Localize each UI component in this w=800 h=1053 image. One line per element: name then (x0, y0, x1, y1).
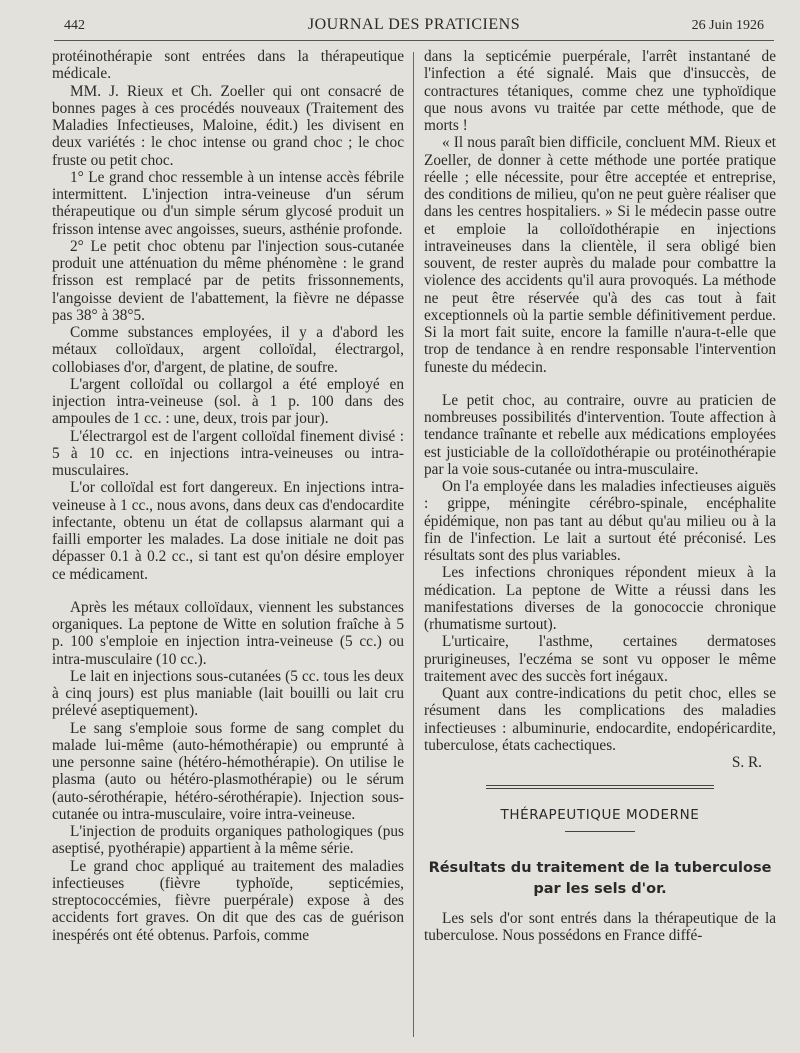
paragraph: 1° Le grand choc ressemble à un intense accès fébrile intermittent. L'injection intra-veineuse d'un sérum thérapeutique ou d'un simple sérum glycosé produit un frisson intense avec angoisses, sueurs, asthénie profonde. (52, 168, 404, 238)
paragraph: Quant aux contre-indications du petit choc, elles se résument dans les complications des maladies infectieuses : albuminurie, endocardite, endopéricardite, tuberculose, états cachectiques. (424, 685, 776, 754)
page-number: 442 (64, 18, 85, 33)
section-title-rule (565, 831, 635, 832)
right-column-text (424, 48, 776, 754)
paragraph: Le petit choc, au contraire, ouvre au praticien de nombreuses possibilités d'intervention. Toute affection à tendance traînante et rebelle aux médications employées est justiciable de la colloïdothérapie ou protéinothérapie par la voie sous-cutanée ou intra-musculaire. (424, 391, 776, 478)
paragraph: « Il nous paraît bien difficile, concluent MM. Rieux et Zoeller, de donner à cette méthode une portée pratique réelle ; elle nécessite, pour être acceptée et entreprise, des conditions de milieu, qu'on ne peut guère réaliser que dans les centres hospitaliers. » Si le médecin passe outre et emploie la colloïdothérapie en injections intraveineuses dans la clientèle, il sera obligé bien souvent, de rester auprès du malade pour combattre la violence des accidents qu'il aura provoqués. La méthode ne peut être réservée qu'à des cas tout à fait exceptionnels où la partie semble définitivement perdue. Si la mort fait suite, encore la famille n'aura-t-elle que trop de tendance à en rendre responsable l'intervention funeste du médecin. (424, 134, 776, 376)
paragraph: Le lait en injections sous-cutanées (5 cc. tous les deux à cinq jours) est plus maniable (lait bouilli ou lait cru prélevé aseptiquement). (52, 667, 404, 720)
paragraph: L'urticaire, l'asthme, certaines dermatoses prurigineuses, l'eczéma se sont vu opposer le même traitement avec des succès fort inégaux. (424, 633, 776, 685)
paragraph: 2° Le petit choc obtenu par l'injection sous-cutanée produit une atténuation du même phénomène : le grand frisson est remplacé par de petits frissonnements, l'angoisse devient de l'abattement, la fièvre ne dépasse pas 38° à 38°5. (52, 237, 404, 324)
section-title: THÉRAPEUTIQUE MODERNE (500, 807, 700, 824)
paragraph: Le sang s'emploie sous forme de sang complet du malade lui-même (auto-hémothérapie) ou emprunté à une personne saine (hétéro-hémothérapie). On utilise le plasma (auto ou hétéro-plasmothérapie) ou le sérum (auto-sérothérapie, hétéro-sérothérapie). Injection sous-cutanée ou intra-musculaire, voire intra-veineuse. (52, 719, 404, 823)
journal-title: JOURNAL DES PRATICIENS (307, 16, 521, 33)
paragraph: L'argent colloïdal ou collargol a été employé en injection intra-veineuse (sol. à 1 p. 100 dans des ampoules de 1 cc. : une, deux, trois par jour). (52, 375, 404, 428)
paragraph: L'électrargol est de l'argent colloïdal finement divisé : 5 à 10 cc. en injections intra-veineuses ou intra-musculaires. (52, 427, 404, 479)
paragraph: MM. J. Rieux et Ch. Zoeller qui ont consacré de bonnes pages à ces procédés nouveaux (Traitement des Maladies Infectieuses, Maloine, édit.) les divisent en deux variétés : le choc intense ou grand choc ; le choc fruste ou petit choc. (52, 82, 404, 169)
paragraph: Les infections chroniques répondent mieux à la médication. La peptone de Witte a réussi dans les manifestations diverses de la gonococcie chronique (rhumatisme surtout). (424, 564, 776, 633)
page-header (64, 14, 764, 36)
paragraph-gap (424, 376, 776, 392)
article-title (424, 858, 776, 900)
right-column (424, 48, 776, 944)
section-separator (486, 785, 714, 789)
paragraph-gap (52, 583, 404, 599)
issue-date: 26 Juin 1926 (691, 18, 764, 33)
article-title-line-1: Résultats du traitement de la tuberculose (428, 859, 772, 876)
paragraph: L'injection de produits organiques pathologiques (pus aseptisé, pyothérapie) appartient à la même série. (52, 823, 404, 858)
paragraph: Le grand choc appliqué au traitement des maladies infectieuses (fièvre typhoïde, septicémies, streptococcémies, fièvre puerpérale) expose à des accidents fort graves. On dit que des cas de guérison inespérés ont été obtenus. Parfois, comme (52, 857, 404, 944)
paragraph: L'or colloïdal est fort dangereux. En injections intra-veineuse à 1 cc., nous avons, dans deux cas d'endocardite infectante, obtenu un état de collapsus alarmant qui a failli emporter les malades. La dose initiale ne doit pas dépasser 0.1 à 0.2 cc., si tant est qu'on désire employer ce médicament. (52, 479, 404, 583)
left-column (52, 48, 404, 944)
paragraph: Comme substances employées, il y a d'abord les métaux colloïdaux, argent colloïdal, électrargol, collobiases d'or, d'argent, de platine, de soufre. (52, 324, 404, 376)
paragraph: Après les métaux colloïdaux, viennent les substances organiques. La peptone de Witte en solution fraîche à 5 p. 100 s'emploie en injection intra-veineuse (5 cc.) ou intra-musculaire (10 cc.). (52, 598, 404, 668)
paragraph: protéinothérapie sont entrées dans la thérapeutique médicale. (52, 48, 404, 83)
header-rule (54, 40, 774, 41)
article-signature: S. R. (731, 754, 762, 771)
article-body (424, 910, 776, 945)
column-divider (413, 52, 414, 1037)
paragraph: On l'a employée dans les maladies infectieuses aiguës : grippe, méningite cérébro-spinale, encéphalite épidémique, non pas tant au début qu'au milieu ou à la fin de l'infection. Le lait a surtout été préconisé. Les résultats sont des plus variables. (424, 478, 776, 564)
article-title-line-2: par les sels d'or. (533, 880, 667, 897)
paragraph: Les sels d'or sont entrés dans la thérapeutique de la tuberculose. Nous possédons en France diffé- (424, 909, 776, 944)
paragraph: dans la septicémie puerpérale, l'arrêt instantané de l'infection a été signalé. Mais que d'insuccès, de contractures tétaniques, comme chez une typhoïdique que nous avons vu traitée par cette méthode, que de morts ! (424, 48, 776, 134)
